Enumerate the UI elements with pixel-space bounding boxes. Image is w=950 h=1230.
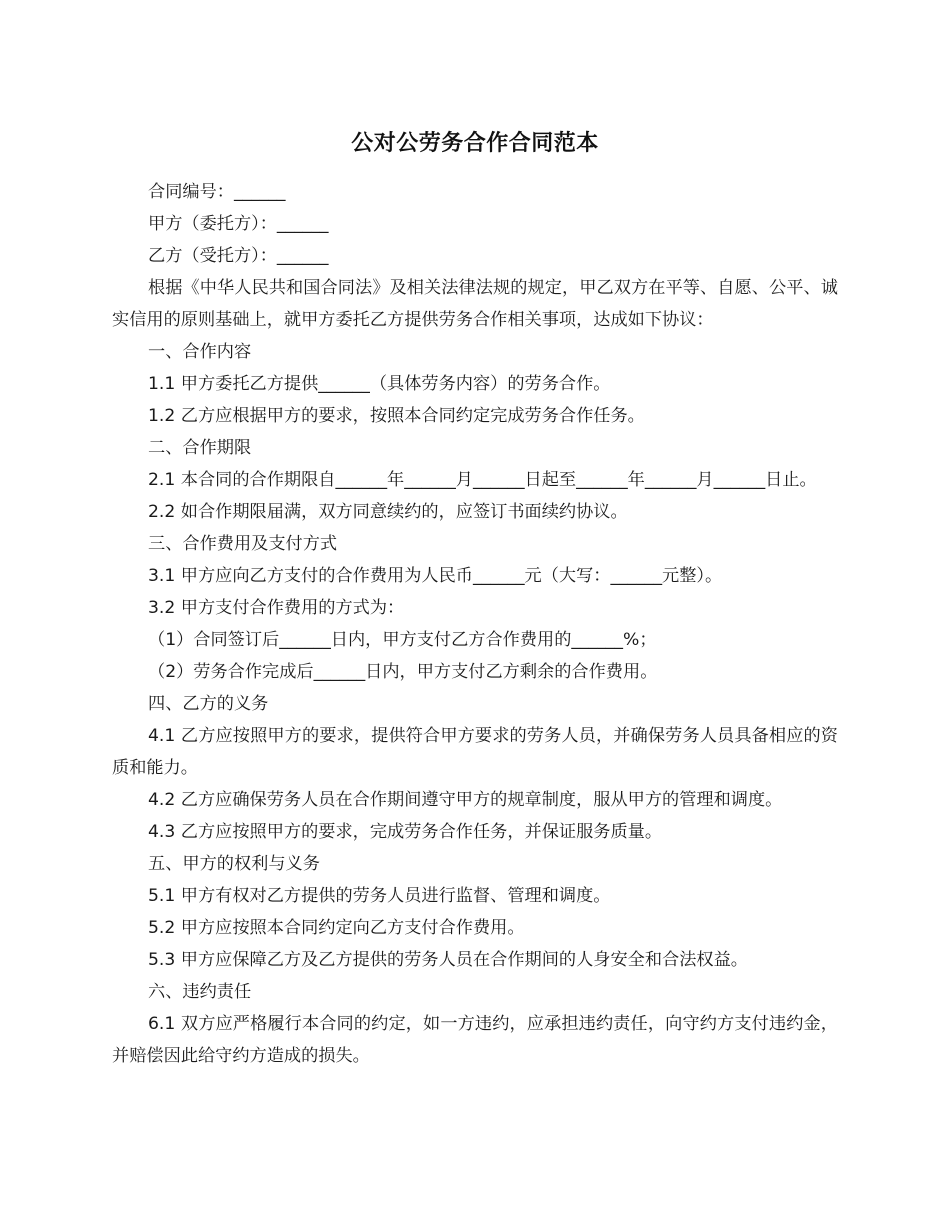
clause-3-2-item-1: （1）合同签订后______日内，甲方支付乙方合作费用的______%； — [148, 630, 657, 650]
clause-5-1: 5.1 甲方有权对乙方提供的劳务人员进行监督、管理和调度。 — [148, 886, 611, 906]
section-heading-6: 六、违约责任 — [148, 982, 252, 1002]
section-heading-3: 三、合作费用及支付方式 — [148, 534, 338, 554]
clause-3-1: 3.1 甲方应向乙方支付的合作费用为人民币______元（大写：______元整）。 — [148, 566, 723, 586]
section-heading-5: 五、甲方的权利与义务 — [148, 854, 320, 874]
document-body — [112, 176, 838, 1072]
clause-1-2: 1.2 乙方应根据甲方的要求，按照本合同约定完成劳务合作任务。 — [148, 406, 645, 426]
contract-number-line: 合同编号：______ — [148, 182, 286, 202]
clause-2-1: 2.1 本合同的合作期限自______年______月______日起至______年______月______日止。 — [148, 470, 817, 490]
section-heading-1: 一、合作内容 — [148, 342, 252, 362]
clause-4-2: 4.2 乙方应确保劳务人员在合作期间遵守甲方的规章制度，服从甲方的管理和调度。 — [148, 790, 783, 810]
clause-2-2: 2.2 如合作期限届满，双方同意续约的，应签订书面续约协议。 — [148, 502, 628, 522]
clause-4-1: 4.1 乙方应按照甲方的要求，提供符合甲方要求的劳务人员，并确保劳务人员具备相应的资质和能力。 — [112, 726, 838, 778]
clause-1-1: 1.1 甲方委托乙方提供______（具体劳务内容）的劳务合作。 — [148, 374, 611, 394]
clause-6-1: 6.1 双方应严格履行本合同的约定，如一方违约，应承担违约责任，向守约方支付违约金，并赔偿因此给守约方造成的损失。 — [112, 1014, 838, 1066]
clause-3-2: 3.2 甲方支付合作费用的方式为： — [148, 598, 405, 618]
clause-5-3: 5.3 甲方应保障乙方及乙方提供的劳务人员在合作期间的人身安全和合法权益。 — [148, 950, 748, 970]
clause-4-3: 4.3 乙方应按照甲方的要求，完成劳务合作任务，并保证服务质量。 — [148, 822, 663, 842]
preamble-paragraph: 根据《中华人民共和国合同法》及相关法律法规的规定，甲乙双方在平等、自愿、公平、诚实信用的原则基础上，就甲方委托乙方提供劳务合作相关事项，达成如下协议： — [112, 278, 838, 330]
section-heading-4: 四、乙方的义务 — [148, 694, 269, 714]
clause-5-2: 5.2 甲方应按照本合同约定向乙方支付合作费用。 — [148, 918, 525, 938]
section-heading-2: 二、合作期限 — [148, 438, 252, 458]
party-b-line: 乙方（受托方）：______ — [148, 246, 329, 266]
clause-3-2-item-2: （2）劳务合作完成后______日内，甲方支付乙方剩余的合作费用。 — [148, 662, 658, 682]
document-title: 公对公劳务合作合同范本 — [351, 131, 599, 156]
party-a-line: 甲方（委托方）：______ — [148, 214, 329, 234]
